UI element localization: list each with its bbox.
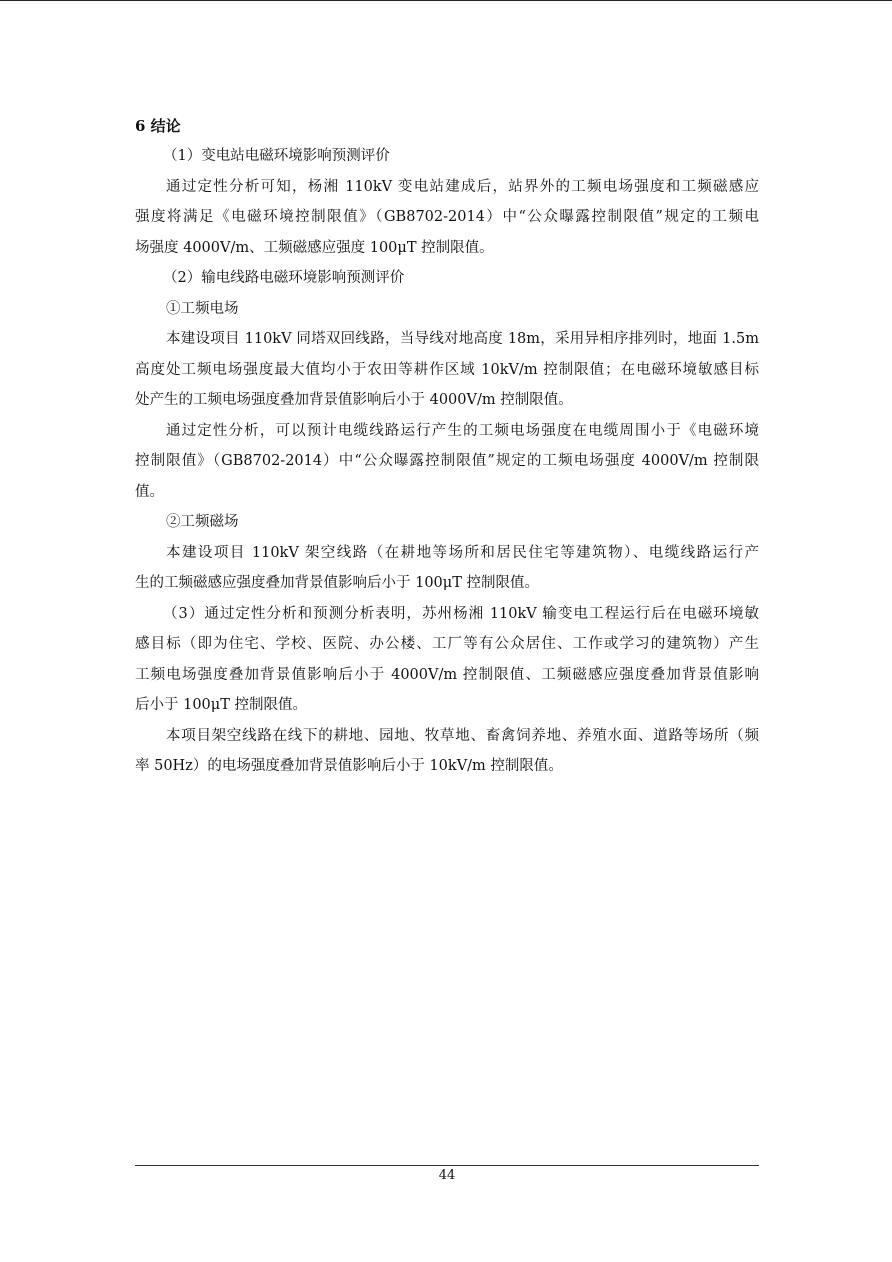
paragraph-line: 感目标（即为住宅、学校、医院、办公楼、工厂等有公众居住、工作或学习的建筑物）产生 <box>135 636 759 652</box>
footer-divider <box>135 1165 759 1166</box>
subsection-title-2: （2）输电线路电磁环境影响预测评价 <box>163 270 405 286</box>
section-heading: 6 结论 <box>135 117 181 135</box>
subsection-title-1: （1）变电站电磁环境影响预测评价 <box>163 148 390 164</box>
paragraph-line: 本建设项目 110kV 同塔双回线路，当导线对地高度 18m，采用异相序排列时，地面 1.5m <box>166 331 759 347</box>
document-body <box>135 111 759 782</box>
paragraph-line: 后小于 100μT 控制限值。 <box>135 697 307 713</box>
paragraph-line: 强度将满足《电磁环境控制限值》（GB8702-2014）中“公众曝露控制限值”规定的工频电 <box>135 209 759 225</box>
paragraph-line: 通过定性分析可知，杨湘 110kV 变电站建成后，站界外的工频电场强度和工频磁感应 <box>166 178 759 195</box>
paragraph-line: 通过定性分析，可以预计电缆线路运行产生的工频电场强度在电缆周围小于《电磁环境 <box>166 422 759 439</box>
subsection-title-3: （3）通过定性分析和预测分析表明，苏州杨湘 110kV 输变电工程运行后在电磁环境敏 <box>163 605 759 622</box>
subheading-electric-field: ①工频电场 <box>166 300 239 317</box>
paragraph-line: 处产生的工频电场强度叠加背景值影响后小于 4000V/m 控制限值。 <box>135 392 573 408</box>
paragraph-line: 高度处工频电场强度最大值均小于农田等耕作区域 10kV/m 控制限值；在电磁环境敏感目标 <box>135 361 759 378</box>
paragraph-line: 工频电场强度叠加背景值影响后小于 4000V/m 控制限值、工频磁感应强度叠加背景值影响 <box>135 666 759 683</box>
paragraph-line: 控制限值》（GB8702-2014）中“公众曝露控制限值”规定的工频电场强度 4000V/m 控制限 <box>135 453 759 469</box>
paragraph-line: 值。 <box>135 483 164 500</box>
paragraph-line: 场强度 4000V/m、工频磁感应强度 100μT 控制限值。 <box>135 239 494 256</box>
paragraph-line: 生的工频磁感应强度叠加背景值影响后小于 100μT 控制限值。 <box>135 575 539 591</box>
paragraph-line: 率 50Hz）的电场强度叠加背景值影响后小于 10kV/m 控制限值。 <box>135 758 563 774</box>
page-top-border <box>0 0 892 1</box>
paragraph-line: 本项目架空线路在线下的耕地、园地、牧草地、畜禽饲养地、养殖水面、道路等场所（频 <box>166 727 759 744</box>
paragraph-line: 本建设项目 110kV 架空线路（在耕地等场所和居民住宅等建筑物）、电缆线路运行产 <box>166 544 759 561</box>
subheading-magnetic-field: ②工频磁场 <box>166 514 239 530</box>
page-number: 44 <box>438 1168 456 1183</box>
